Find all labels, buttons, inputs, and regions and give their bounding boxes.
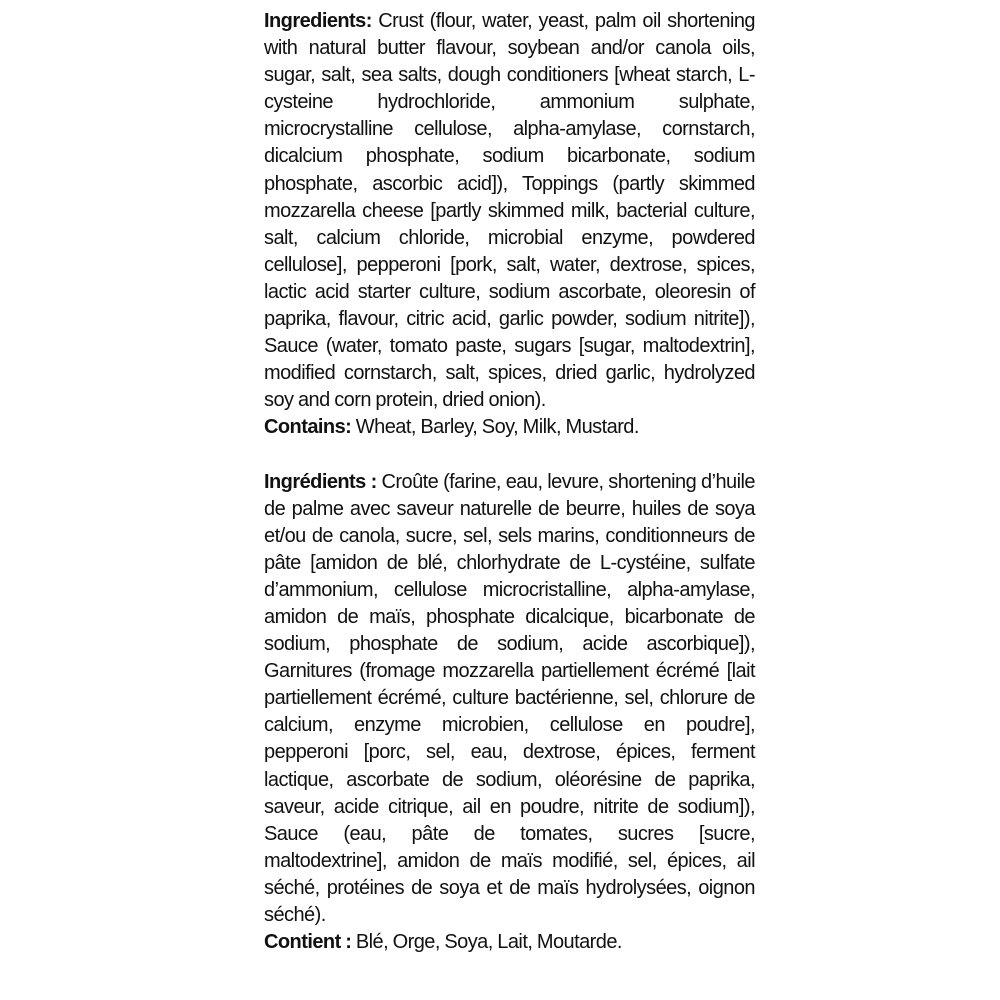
french-ingredients-paragraph (264, 469, 755, 930)
english-contains-line (264, 414, 755, 441)
french-contains-heading: Contient : (264, 931, 352, 954)
french-contains-line (264, 929, 755, 956)
english-ingredients-text: Crust (flour, water, yeast, palm oil shortening with natural butter flavour, soybean and/or canola oils, sugar, salt, sea salts, dough conditioners [wheat starch, L-cysteine hydrochloride, ammonium sulphate, microcrystalline cellulose, alpha-amylase, cornstarch, dicalcium phosphate, sodium bicarbonate, sodium phosphate, ascorbic acid]), Toppings (partly skimmed mozzarella cheese [partly skimmed milk, bacterial culture, salt, calcium chloride, microbial enzyme, powdered cellulose], pepperoni [pork, salt, water, dextrose, spices, lactic acid starter culture, sodium ascorbate, oleoresin of paprika, flavour, citric acid, garlic powder, sodium nitrite]), Sauce (water, tomato paste, sugars [sugar, maltodextrin], modified cornstarch, salt, spices, dried garlic, hydrolyzed soy and corn protein, dried onion). (264, 10, 755, 412)
english-contains-text: Wheat, Barley, Soy, Milk, Mustard. (355, 416, 639, 439)
french-ingredients-heading: Ingrédients : (264, 470, 377, 493)
english-contains-heading: Contains: (264, 416, 352, 439)
english-ingredients-heading: Ingredients: (264, 10, 372, 32)
section-spacer (264, 442, 755, 469)
english-ingredients-paragraph (264, 8, 755, 414)
french-ingredients-text: Croûte (farine, eau, levure, shortening d’huile de palme avec saveur naturelle de beurre, huiles de soya et/ou de canola, sucre, sel, sels marins, conditionneurs de pâte [amidon de blé, chlorhydrate de L-cystéine, sulfate d’ammonium, cellulose microcristalline, alpha-amylase, amidon de maïs, phosphate dicalcique, bicarbonate de sodium, phosphate de sodium, acide ascorbique]), Garnitures (fromage mozzarella partiellement écrémé [lait partiellement écrémé, culture bactérienne, sel, chlorure de calcium, enzyme microbien, cellulose en poudre], pepperoni [porc, sel, eau, dextrose, épices, ferment lactique, ascorbate de sodium, oléorésine de paprika, saveur, acide citrique, ail en poudre, nitrite de sodium]), Sauce (eau, pâte de tomates, sucres [sucre, maltodextrine], amidon de maïs modifié, sel, épices, ail séché, protéines de soya et de maïs hydrolysées, oignon séché). (264, 470, 755, 926)
ingredients-label (264, 8, 755, 956)
french-contains-text: Blé, Orge, Soya, Lait, Moutarde. (355, 931, 622, 954)
